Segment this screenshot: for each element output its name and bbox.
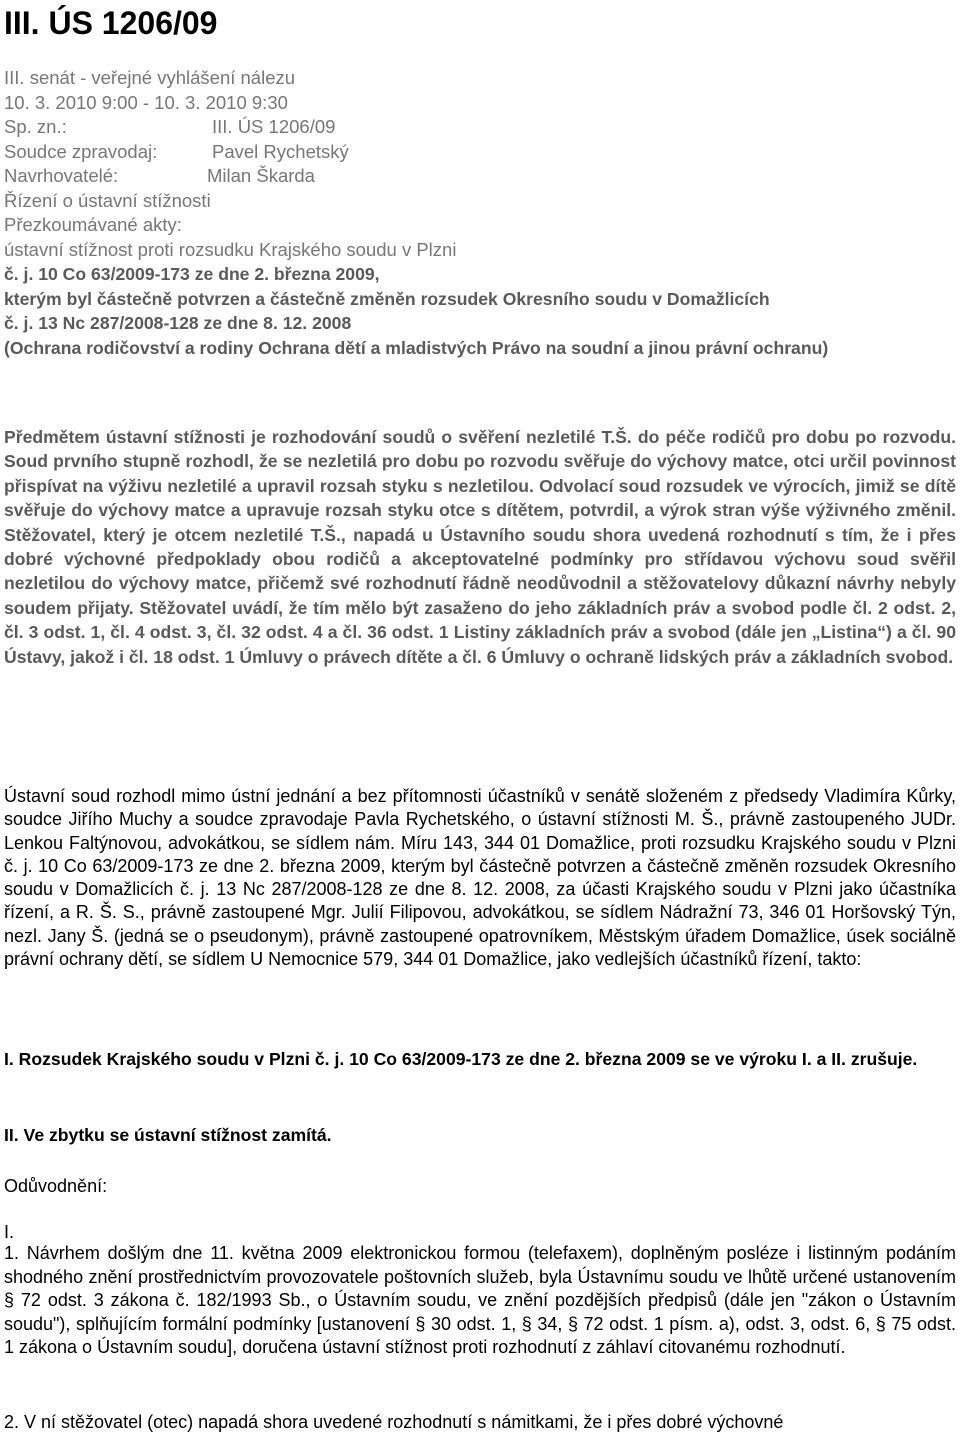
datetime-line: 10. 3. 2010 9:00 - 10. 3. 2010 9:30 <box>4 91 288 113</box>
proceeding-line: Řízení o ústavní stížnosti <box>4 189 211 211</box>
reasoning-paragraph: 2. V ní stěžovatel (otec) napadá shora uvedené rozhodnutí s námitkami, že i přes dobré výchovné <box>4 1412 784 1432</box>
reasoning-paragraph: 1. Návrhem došlým dne 11. května 2009 elektronickou formou (telefaxem), doplněným posléze i listinným podáním shodného znění prostřednictvím provozovatele poštovních služeb, byla Ústavnímu soudu ve lhůtě určené ustanovením § 72 odst. 3 zákona č. 182/1993 Sb., o Ústavním soudu, ve znění pozdějších předpisů (dále jen "zákon o Ústavním soudu"), splňujícím formální podmínky [ustanovení § 30 odst. 1, § 34, § 72 odst. 1 písm. a), odst. 3, odst. 6, § 75 odst. 1 zákona o Ústavním soudu], doručena ústavní stížnost proti rozhodnutí z záhlaví citovanému rozhodnutí. <box>4 1243 956 1358</box>
petitioners-label: Navrhovatelé: <box>4 165 119 186</box>
keywords-line: (Ochrana rodičovství a rodiny Ochrana dětí a mladistvých Právo na soudní a jinou právní ochranu) <box>4 337 829 358</box>
reference-line: kterým byl částečně potvrzen a částečně změněn rozsudek Okresního soudu v Domažlicích <box>4 288 770 309</box>
case-metadata <box>4 66 954 360</box>
case-label: Sp. zn.: <box>4 116 67 137</box>
verdict-point-1: I. Rozsudek Krajského soudu v Plzni č. j. 10 Co 63/2009-173 ze dne 2. března 2009 se ve výroku I. a II. zrušuje. <box>4 1049 918 1069</box>
reference-line: č. j. 13 Nc 287/2008-128 ze dne 8. 12. 2008 <box>4 313 352 333</box>
petitioners-value: Milan Škarda <box>207 165 315 186</box>
judge-label: Soudce zpravodaj: <box>4 140 158 162</box>
case-summary: Předmětem ústavní stížnosti je rozhodování soudů o svěření nezletilé T.Š. do péče rodičů pro dobu po rozvodu. Soud prvního stupně rozhodl, že se nezletilá pro dobu po rozvodu svěřuje do výchovy matce, otci určil povinnost přispívat na výživu nezletilé a upravil rozsah styku s nezletilou. Odvolací soud rozsudek ve výrocích, jimiž se dítě svěřuje do výchovy matce a upravuje rozsah styku otce s dítětem, potvrdil, a výrok stran výše výživného změnil. Stěžovatel, který je otcem nezletilé T.Š., napadá u Ústavního soudu shora uvedená rozhodnutí s tím, že i přes dobré výchovné předpoklady obou rodičů a akceptovatelné podmínky pro střídavou výchovu soud svěřil nezletilou do výchovy matce, přičemž své rozhodnutí řádně neodůvodnil a stěžovatelovy důkazní návrhy nebyly soudem přijaty. Stěžovatel uvádí, že tím mělo být zasaženo do jeho základních práv a svobod podle čl. 2 odst. 2, čl. 3 odst. 1, čl. 4 odst. 3, čl. 32 odst. 4 a čl. 36 odst. 1 Listiny základních práv a svobod (dále jen „Listina“) a čl. 90 Ústavy, jakož i čl. 18 odst. 1 Úmluvy o právech dítěte a čl. 6 Úmluvy o ochraně lidských práv a základních svobod. <box>4 427 956 667</box>
case-value: III. ÚS 1206/09 <box>212 116 336 137</box>
acts-value: ústavní stížnost proti rozsudku Krajského soudu v Plzni <box>4 238 457 260</box>
verdict-point-2: II. Ve zbytku se ústavní stížnost zamítá. <box>4 1125 332 1145</box>
senate-line: III. senát - veřejné vyhlášení nálezu <box>4 67 296 88</box>
section-number: I. <box>4 1222 15 1242</box>
reference-line: č. j. 10 Co 63/2009-173 ze dne 2. března 2009, <box>4 264 380 284</box>
judge-row <box>4 140 954 165</box>
decision-intro: Ústavní soud rozhodl mimo ústní jednání a bez přítomnosti účastníků v senátě složeném z předsedy Vladimíra Kůrky, soudce Jiřího Muchy a soudce zpravodaje Pavla Rychetského, o ústavní stížnosti M. Š., právně zastoupeného JUDr. Lenkou Faltýnovou, advokátkou, se sídlem nám. Míru 143, 344 01 Domažlice, proti rozsudku Krajského soudu v Plzni č. j. 10 Co 63/2009-173 ze dne 2. března 2009, kterým byl částečně potvrzen a částečně změněn rozsudek Okresního soudu v Domažlicích č. j. 13 Nc 287/2008-128 ze dne 8. 12. 2008, za účasti Krajského soudu v Plzni jako účastníka řízení, a R. Š. S., právně zastoupené Mgr. Julií Filipovou, advokátkou, se sídlem Nádražní 73, 346 01 Horšovský Týn, nezl. Jany Š. (jedná se o pseudonym), právně zastoupené opatrovníkem, Městským úřadem Domažlice, úsek sociálně právní ochrany dětí, se sídlem U Nemocnice 579, 344 01 Domažlice, jako vedlejších účastníků řízení, takto: <box>4 786 956 970</box>
page-title: III. ÚS 1206/09 <box>4 5 218 41</box>
petitioners-row <box>4 164 954 189</box>
case-number-row <box>4 115 954 140</box>
judge-value: Pavel Rychetský <box>212 140 349 162</box>
acts-label: Přezkoumávané akty: <box>4 214 182 235</box>
reasoning-heading: Odůvodnění: <box>4 1176 108 1196</box>
